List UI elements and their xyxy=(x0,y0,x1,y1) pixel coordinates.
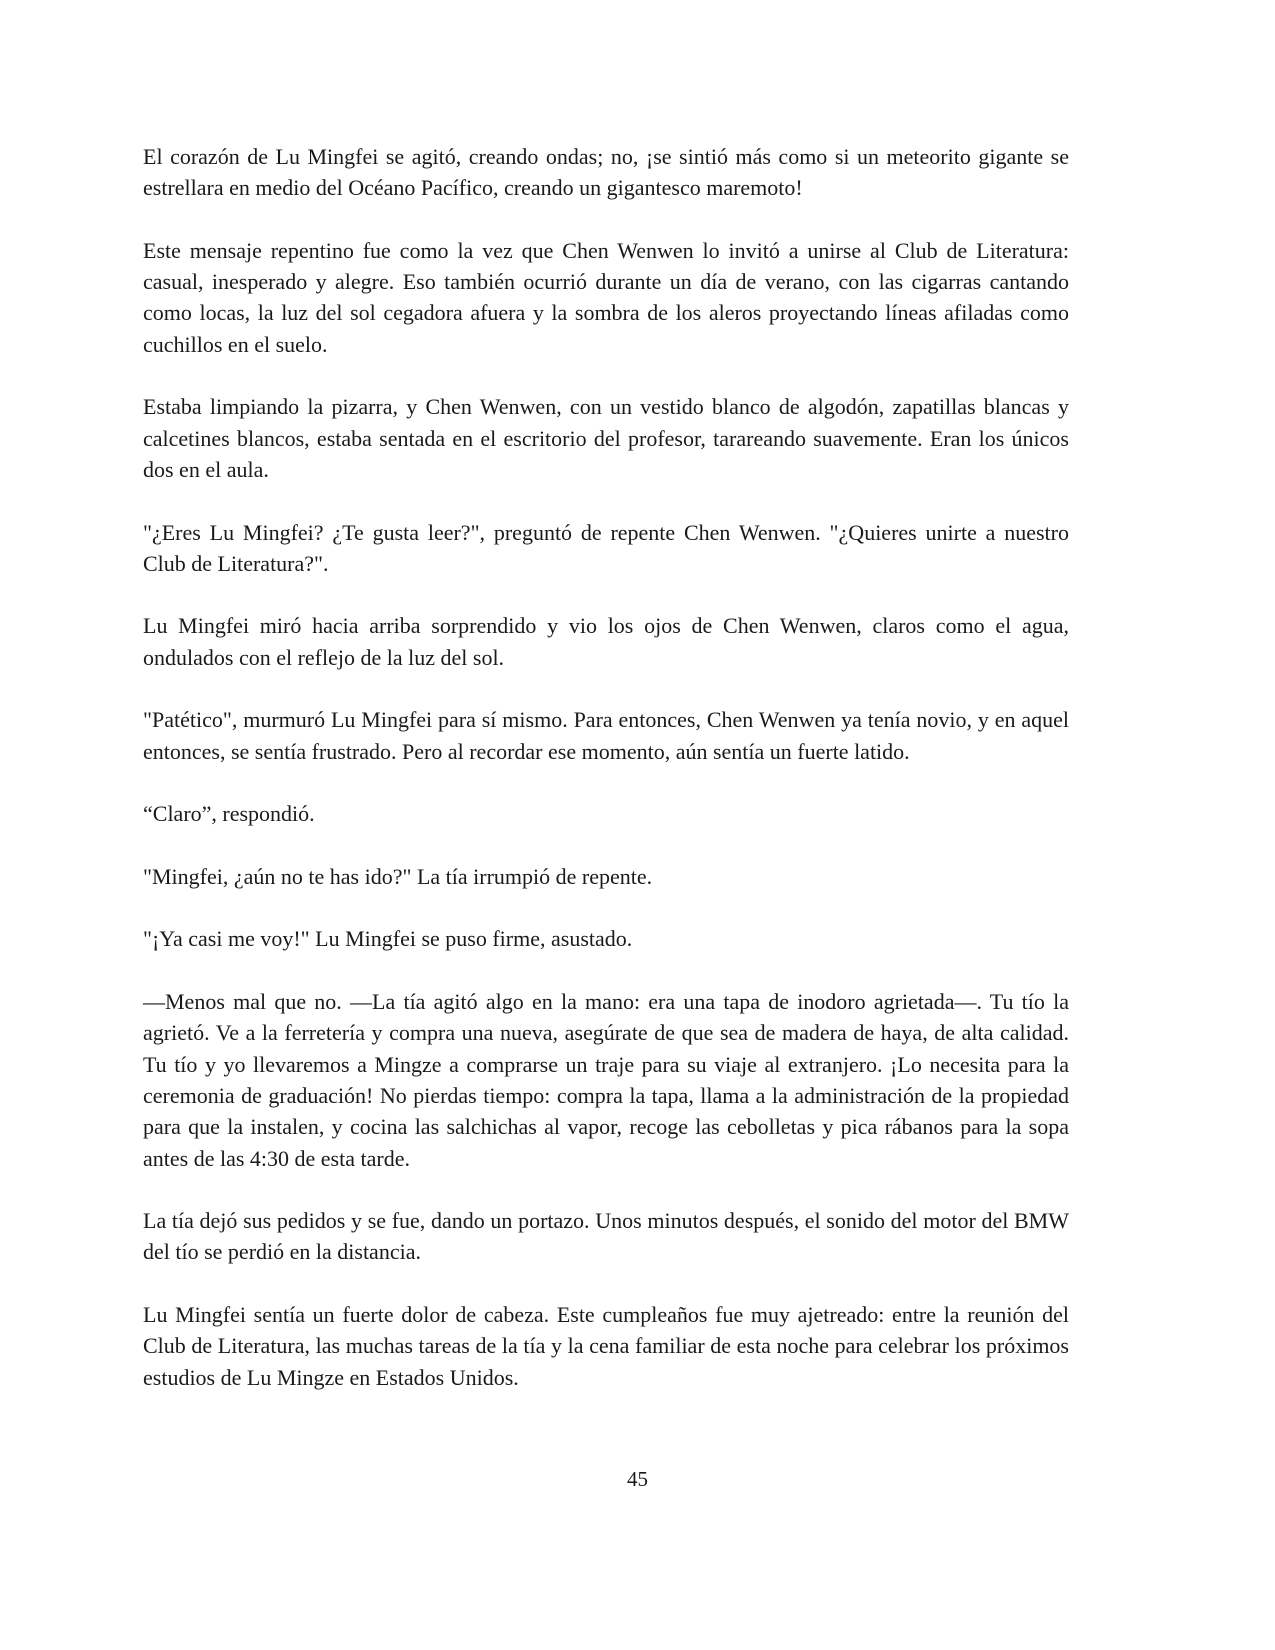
document-body xyxy=(143,141,1069,1424)
paragraph: Lu Mingfei sentía un fuerte dolor de cabeza. Este cumpleaños fue muy ajetreado: entre la reunión del Club de Literatura, las muchas tareas de la tía y la cena familiar de esta noche para celebrar los próximos estudios de Lu Mingze en Estados Unidos. xyxy=(143,1301,1069,1390)
paragraph: Este mensaje repentino fue como la vez que Chen Wenwen lo invitó a unirse al Club de Literatura: casual, inesperado y alegre. Eso también ocurrió durante un día de verano, con las cigarras cantando como locas, la luz del sol cegadora afuera y la sombra de los aleros proyectando líneas afiladas como cuchillos en el suelo. xyxy=(143,237,1069,357)
paragraph: "¡Ya casi me voy!" Lu Mingfei se puso firme, asustado. xyxy=(143,926,633,952)
page-number: 45 xyxy=(627,1467,648,1491)
paragraph: Estaba limpiando la pizarra, y Chen Wenwen, con un vestido blanco de algodón, zapatillas blancas y calcetines blancos, estaba sentada en el escritorio del profesor, tarareando suavemente. Eran los únicos dos en el aula. xyxy=(143,394,1069,482)
paragraph: Lu Mingfei miró hacia arriba sorprendido y vio los ojos de Chen Wenwen, claros como el agua, ondulados con el reflejo de la luz del sol. xyxy=(143,613,1069,670)
paragraph: "Patético", murmuró Lu Mingfei para sí mismo. Para entonces, Chen Wenwen ya tenía novio, y en aquel entonces, se sentía frustrado. Pero al recordar ese momento, aún sentía un fuerte latido. xyxy=(143,707,1069,764)
paragraph: “Claro”, respondió. xyxy=(143,801,315,827)
paragraph: —Menos mal que no. —La tía agitó algo en la mano: era una tapa de inodoro agrietada—. Tu tío la agrietó. Ve a la ferretería y compra una nueva, asegúrate de que sea de madera de haya, de alta calidad. Tu tío y yo llevaremos a Mingze a comprarse un traje para su viaje al extranjero. ¡Lo necesita para la ceremonia de graduación! No pierdas tiempo: compra la tapa, llama a la administración de la propiedad para que la instalen, y cocina las salchichas al vapor, recoge las cebolletas y pica rábanos para la sopa antes de las 4:30 de esta tarde. xyxy=(143,989,1069,1171)
paragraph: "Mingfei, ¿aún no te has ido?" La tía irrumpió de repente. xyxy=(143,863,653,889)
paragraph: El corazón de Lu Mingfei se agitó, creando ondas; no, ¡se sintió más como si un meteorito gigante se estrellara en medio del Océano Pacífico, creando un gigantesco maremoto! xyxy=(143,144,1069,201)
paragraph: La tía dejó sus pedidos y se fue, dando un portazo. Unos minutos después, el sonido del motor del BMW del tío se perdió en la distancia. xyxy=(143,1208,1069,1265)
paragraph: "¿Eres Lu Mingfei? ¿Te gusta leer?", preguntó de repente Chen Wenwen. "¿Quieres unirte a nuestro Club de Literatura?". xyxy=(143,519,1069,576)
